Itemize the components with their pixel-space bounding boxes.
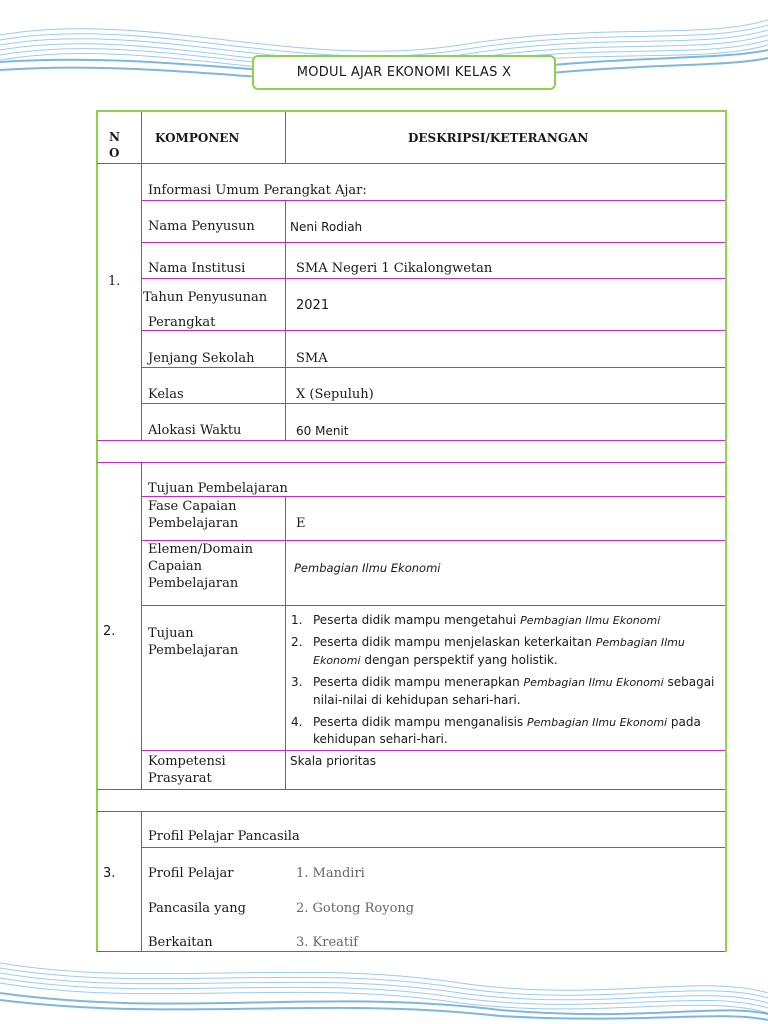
label-fase-capaian: Fase Capaian [148,499,237,514]
tujuan-item: 3. Peserta didik mampu menerapkan Pembagian Ilmu Ekonomi sebagai nilai-nilai di kehidupan sehari-hari. [291,675,715,707]
section1-heading: Informasi Umum Perangkat Ajar: [148,183,367,198]
tujuan-item: 1. Peserta didik mampu mengetahui Pembagian Ilmu Ekonomi [291,613,661,627]
table-frame-top [96,110,727,112]
label-tujuan-pembelajaran: Pembelajaran [148,643,239,658]
table-frame-left [96,110,98,952]
label-tujuan: Tujuan [148,626,194,641]
label-nama-penyusun: Nama Penyusun [148,219,255,234]
section1-number: 1. [108,274,121,289]
value-jenjang-sekolah: SMA [296,351,328,366]
profil-value-3: 3. Kreatif [296,935,359,950]
value-alokasi-waktu: 60 Menit [296,424,349,438]
value-tahun: 2021 [296,298,330,313]
footer-wave-decoration [0,948,768,1024]
label-elemen-domain: Elemen/Domain [148,542,253,557]
label-berkaitan: Berkaitan [148,935,213,950]
tujuan-item: 4. Peserta didik mampu menganalisis Pembagian Ilmu Ekonomi pada kehidupan sehari-hari. [291,714,701,747]
label-elemen-pembelajaran: Pembelajaran [148,576,239,591]
table-frame-right [725,110,727,952]
value-kelas: X (Sepuluh) [296,387,374,402]
profil-value-1: 1. Mandiri [296,866,365,881]
value-fase: E [296,516,306,531]
label-prasyarat: Prasyarat [148,771,212,786]
label-jenjang-sekolah: Jenjang Sekolah [148,351,255,366]
label-alokasi-waktu: Alokasi Waktu [148,423,242,438]
header-komponen: KOMPONEN [155,131,240,145]
section2-number: 2. [103,624,116,639]
header-deskripsi: DESKRIPSI/KETERANGAN [408,131,589,145]
label-elemen-capaian: Capaian [148,559,203,574]
tujuan-item: 2. Peserta didik mampu menjelaskan keterkaitan Pembagian Ilmu Ekonomi dengan perspektif yang holistik. [291,635,685,667]
document-title: MODUL AJAR EKONOMI KELAS X [252,55,556,90]
value-kompetensi: Skala prioritas [290,754,377,768]
label-tahun-penyusunan: Tahun Penyusunan [143,290,268,305]
profil-value-2: 2. Gotong Royong [296,901,415,916]
label-profil-pelajar: Profil Pelajar [148,866,234,881]
label-fase-pembelajaran: Pembelajaran [148,516,239,531]
section3-number: 3. [103,866,116,881]
value-nama-institusi: SMA Negeri 1 Cikalongwetan [296,261,493,276]
tujuan-list [291,612,723,754]
label-perangkat: Perangkat [148,315,216,330]
label-nama-institusi: Nama Institusi [148,261,246,276]
value-nama-penyusun: Neni Rodiah [290,220,363,234]
value-elemen: Pembagian Ilmu Ekonomi [294,561,441,575]
header-no: N O [109,130,120,160]
label-pancasila-yang: Pancasila yang [148,901,246,916]
label-kompetensi: Kompetensi [148,754,226,769]
section2-heading: Tujuan Pembelajaran [148,481,288,496]
section3-heading: Profil Pelajar Pancasila [148,829,300,844]
label-kelas: Kelas [148,387,184,402]
